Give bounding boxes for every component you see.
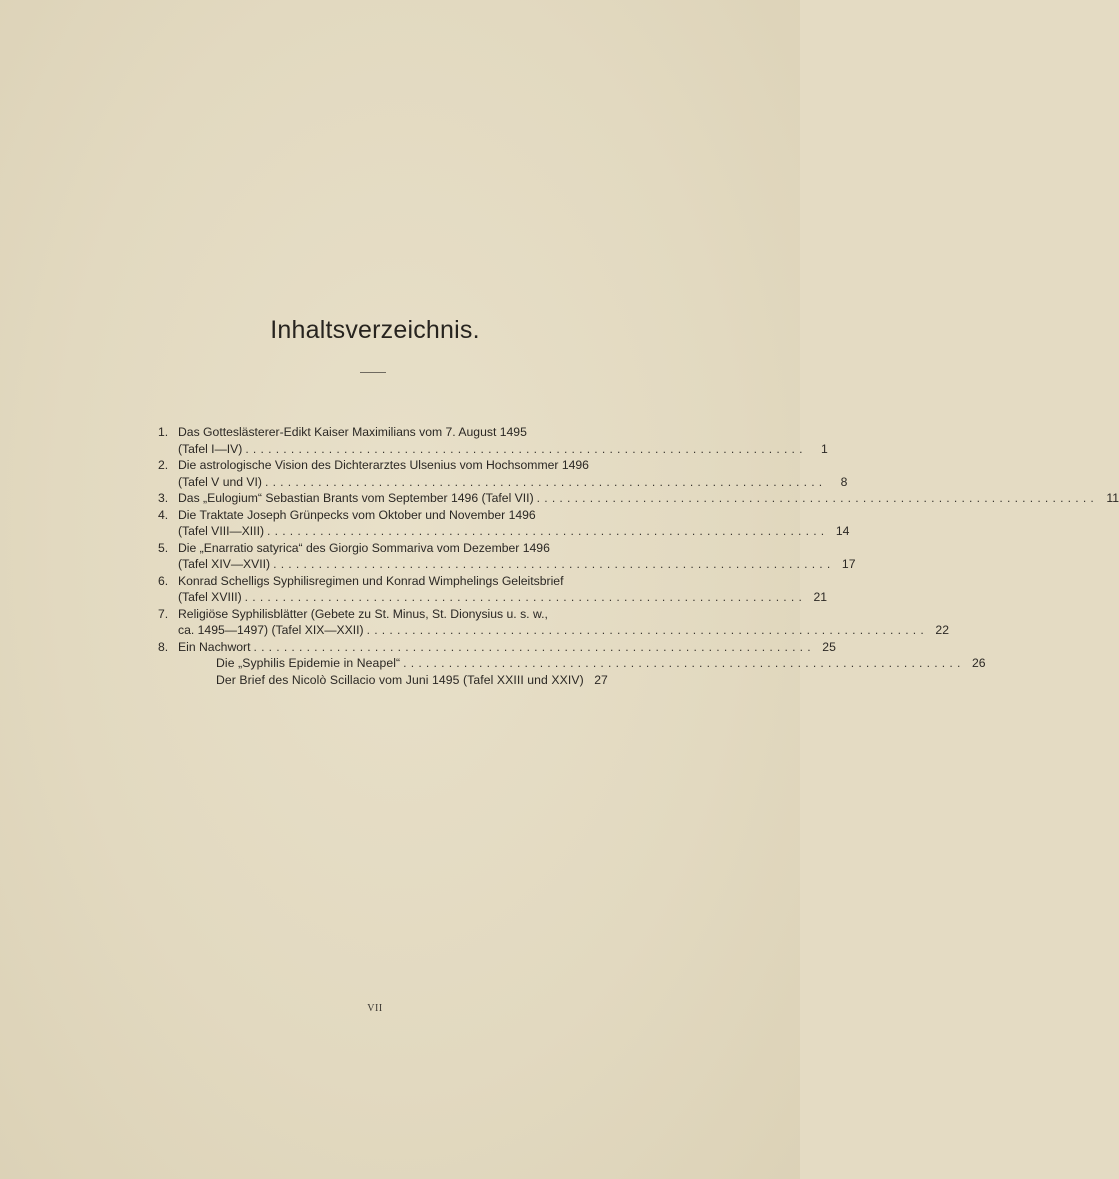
entry-number: 5. xyxy=(158,540,169,555)
leader-dots: .......................................................................... xyxy=(245,441,807,456)
toc-entry xyxy=(158,507,850,540)
leader-dots: .......................................................................... xyxy=(267,524,829,538)
subentry-page: 27 xyxy=(594,672,608,687)
entry-title-continued: ca. 1495—1497) (Tafel XIX—XXII) xyxy=(178,623,364,637)
toc-subentry xyxy=(158,672,608,689)
entry-title-continued: (Tafel VIII—XIII) xyxy=(178,524,265,538)
entry-title-continued: (Tafel I—IV) xyxy=(178,441,243,456)
leader-dots: .......................................................................... xyxy=(273,557,835,571)
entry-page: 25 xyxy=(822,639,836,654)
toc-entry xyxy=(158,457,848,490)
entry-title: Die „Enarratio satyrica“ des Giorgio Sommariva vom Dezember 1496 xyxy=(178,540,550,555)
leader-dots: .......................................................................... xyxy=(244,590,807,604)
entry-page: 8 xyxy=(840,474,848,489)
entry-title-continued: (Tafel XVIII) xyxy=(178,590,242,604)
entry-page: 14 xyxy=(835,524,850,538)
leader-dots: .......................................................................... xyxy=(403,656,965,670)
toc-entry xyxy=(158,573,828,606)
entry-title: Die astrologische Vision des Dichterarztes Ulsenius vom Hochsommer 1496 xyxy=(178,458,589,472)
subentry-title: Der Brief des Nicolò Scillacio vom Juni 1495 (Tafel XXIII und XXIV) xyxy=(216,672,584,687)
title-rule xyxy=(360,372,386,373)
entry-title: Ein Nachwort xyxy=(178,639,251,654)
entry-page: 1 xyxy=(820,441,828,456)
subentry-title: Die „Syphilis Epidemie in Neapel“ xyxy=(216,656,401,670)
toc-subentry xyxy=(158,655,986,672)
leader-dots: .......................................................................... xyxy=(536,491,1099,505)
entry-title: Das Gotteslästerer-Edikt Kaiser Maximilians vom 7. August 1495 xyxy=(178,425,527,439)
entry-number: 6. xyxy=(158,573,169,588)
entry-number: 4. xyxy=(158,507,169,522)
entry-page: 17 xyxy=(841,557,856,571)
entry-page: 11 xyxy=(1106,491,1119,505)
page-title: Inhaltsverzeichnis. xyxy=(270,316,480,344)
table-of-contents xyxy=(158,424,1119,688)
entry-title: Die Traktate Joseph Grünpecks vom Oktober und November 1496 xyxy=(178,507,536,522)
entry-title: Religiöse Syphilisblätter (Gebete zu St. Minus, St. Dionysius u. s. w., xyxy=(178,606,548,621)
entry-title-continued: (Tafel XIV—XVII) xyxy=(178,557,271,571)
leader-dots: .......................................................................... xyxy=(366,623,928,637)
entry-title: Konrad Schelligs Syphilisregimen und Konrad Wimphelings Geleitsbrief xyxy=(178,573,564,588)
entry-page: 22 xyxy=(935,623,949,637)
leader-dots: .......................................................................... xyxy=(265,474,827,489)
toc-entry xyxy=(158,639,836,656)
entry-number: 2. xyxy=(158,458,169,472)
subentry-page: 26 xyxy=(971,656,986,670)
toc-entry xyxy=(158,424,828,457)
entry-number: 7. xyxy=(158,606,169,621)
entry-number: 3. xyxy=(158,491,169,505)
entry-page: 21 xyxy=(813,590,828,604)
entry-title: Das „Eulogium“ Sebastian Brants vom September 1496 (Tafel VII) xyxy=(178,491,534,505)
entry-number: 1. xyxy=(158,425,169,439)
entry-title-continued: (Tafel V und VI) xyxy=(178,474,262,489)
toc-entry xyxy=(158,540,856,573)
entry-number: 8. xyxy=(158,639,169,654)
toc-entry xyxy=(158,490,1119,507)
toc-entry xyxy=(158,606,949,639)
page-number: VII xyxy=(367,1003,383,1014)
leader-dots: .......................................................................... xyxy=(253,639,815,654)
